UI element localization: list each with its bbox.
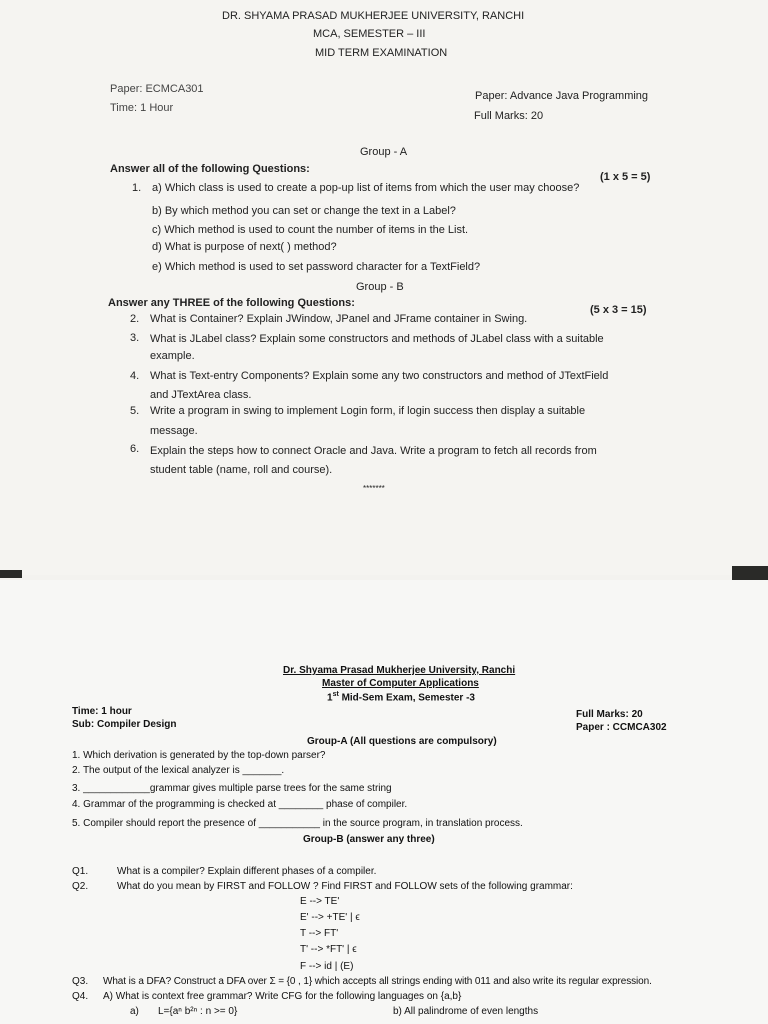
group-a-marks: (1 x 5 = 5) (600, 171, 651, 183)
question-number: Q4. (72, 991, 89, 1002)
university-title: DR. SHYAMA PRASAD MUKHERJEE UNIVERSITY, RANCHI (222, 10, 525, 22)
question-item: 3. ____________grammar gives multiple parse trees for the same string (72, 783, 392, 794)
question-text: Explain the steps how to connect Oracle and Java. Write a program to fetch all records from (150, 445, 597, 457)
exam-paper-compiler-design (0, 580, 768, 1024)
question-text: student table (name, roll and course). (150, 464, 333, 476)
group-b-instruction: Answer any THREE of the following Questions: (108, 297, 355, 309)
question-item: d) What is purpose of next( ) method? (152, 241, 337, 253)
exam-title: 1st Mid-Sem Exam, Semester -3 (327, 691, 475, 704)
question-item: 4. Grammar of the programming is checked at ________ phase of compiler. (72, 799, 408, 810)
question-text: What is Text-entry Components? Explain some any two constructors and method of JTextField (150, 370, 609, 382)
group-a-title: Group-A (All questions are compulsory) (307, 736, 497, 747)
question-text: example. (150, 350, 195, 362)
grammar-rule: E' --> +TE' | ϵ (300, 912, 360, 923)
paper-edge-shadow (0, 570, 22, 578)
question-item: 1. Which derivation is generated by the top-down parser? (72, 750, 326, 761)
question-text: Write a program in swing to implement Login form, if login success then display a suitable (150, 405, 586, 417)
group-a-title: Group - A (360, 146, 408, 158)
sub-question-label: a) (130, 1006, 139, 1017)
exam-time: Time: 1 Hour (110, 102, 174, 114)
full-marks: Full Marks: 20 (576, 709, 643, 720)
sub-question-text: L={aⁿ b²ⁿ : n >= 0} (158, 1006, 238, 1017)
question-text: and JTextArea class. (150, 389, 252, 401)
paper-edge-shadow (732, 566, 768, 580)
question-item: a) Which class is used to create a pop-up list of items from which the user may choose? (152, 182, 580, 194)
exam-title: MID TERM EXAMINATION (315, 47, 448, 59)
exam-time: Time: 1 hour (72, 706, 132, 717)
question-number: 3. (130, 332, 140, 344)
question-item: c) Which method is used to count the number of items in the List. (152, 224, 469, 236)
question-item: e) Which method is used to set password character for a TextField? (152, 261, 481, 273)
question-number: 1. (132, 182, 142, 194)
grammar-rule: T' --> *FT' | ϵ (300, 944, 357, 955)
subject: Sub: Compiler Design (72, 719, 177, 730)
grammar-rule: T --> FT' (300, 928, 339, 939)
full-marks: Full Marks: 20 (474, 110, 544, 122)
question-text: What is a DFA? Construct a DFA over Σ = {0 , 1} which accepts all strings ending with 011 and also write its regular expression. (103, 976, 652, 987)
group-b-title: Group-B (answer any three) (303, 834, 435, 845)
grammar-rule: E --> TE' (300, 896, 340, 907)
question-number: Q3. (72, 976, 89, 987)
sub-question-text: b) All palindrome of even lengths (393, 1006, 539, 1017)
program-title: Master of Computer Applications (322, 678, 479, 689)
paper-name: Paper: Advance Java Programming (475, 90, 649, 102)
paper-code: Paper : CCMCA302 (576, 722, 667, 733)
group-b-title: Group - B (356, 281, 404, 293)
question-number: 2. (130, 313, 140, 325)
question-item: 5. Compiler should report the presence of ___________ in the source program, in translation process. (72, 818, 523, 829)
question-text: What is a compiler? Explain different phases of a compiler. (117, 866, 377, 877)
paper-code: Paper: ECMCA301 (110, 83, 204, 95)
question-number: Q1. (72, 866, 89, 877)
question-number: 4. (130, 370, 140, 382)
question-text: message. (150, 425, 198, 437)
question-text: What do you mean by FIRST and FOLLOW ? Find FIRST and FOLLOW sets of the following grammar: (117, 881, 573, 892)
question-item: 2. The output of the lexical analyzer is _______. (72, 765, 285, 776)
question-number: 6. (130, 443, 140, 455)
end-mark: ******* (363, 484, 385, 493)
question-number: Q2. (72, 881, 89, 892)
program-title: MCA, SEMESTER – III (313, 28, 426, 40)
question-text: What is JLabel class? Explain some constructors and methods of JLabel class with a suitable (150, 333, 604, 345)
group-a-instruction: Answer all of the following Questions: (110, 163, 310, 175)
grammar-rule: F --> id | (E) (300, 961, 354, 972)
university-title: Dr. Shyama Prasad Mukherjee University, Ranchi (283, 665, 516, 676)
question-text: A) What is context free grammar? Write CFG for the following languages on {a,b} (103, 991, 462, 1002)
question-number: 5. (130, 405, 140, 417)
group-b-marks: (5 x 3 = 15) (590, 304, 647, 316)
question-text: What is Container? Explain JWindow, JPanel and JFrame container in Swing. (150, 313, 528, 325)
question-item: b) By which method you can set or change the text in a Label? (152, 205, 456, 217)
